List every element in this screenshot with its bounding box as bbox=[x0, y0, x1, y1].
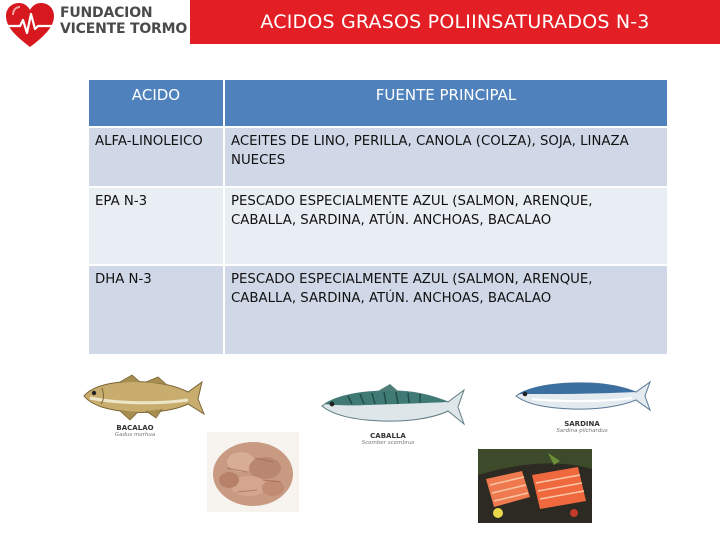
foundation-logo bbox=[0, 0, 190, 44]
bacalao-caption bbox=[108, 424, 162, 438]
caballa-name: CABALLA bbox=[370, 432, 406, 440]
table-row bbox=[88, 187, 668, 265]
acid-source: PESCADO ESPECIALMENTE AZUL (SALMON, ARENQUE, CABALLA, SARDINA, ATÚN. ANCHOAS, BACALAO bbox=[224, 187, 668, 265]
sardina-caption bbox=[550, 420, 614, 434]
caballa-caption bbox=[356, 432, 420, 446]
logo-line-1: FUNDACION bbox=[60, 5, 153, 21]
logo-line-2: VICENTE TORMO bbox=[60, 21, 188, 37]
sardina-sci-name: Sardina pilchardus bbox=[556, 428, 608, 434]
header-acido: ACIDO bbox=[88, 79, 224, 127]
table-row bbox=[88, 127, 668, 187]
acid-source: PESCADO ESPECIALMENTE AZUL (SALMON, ARENQUE, CABALLA, SARDINA, ATÚN. ANCHOAS, BACALAO bbox=[224, 265, 668, 355]
acids-table bbox=[87, 78, 669, 356]
heart-ecg-icon bbox=[4, 2, 56, 50]
acid-name: DHA N-3 bbox=[88, 265, 224, 355]
title-bar bbox=[190, 0, 720, 44]
acid-name: EPA N-3 bbox=[88, 187, 224, 265]
table-header-row bbox=[88, 79, 668, 127]
salmon-fillet-image bbox=[478, 449, 592, 523]
bacalao-name: BACALAO bbox=[116, 424, 154, 432]
page-title: ACIDOS GRASOS POLIINSATURADOS N-3 bbox=[260, 11, 650, 33]
tuna-flakes-image bbox=[207, 432, 299, 512]
table-row bbox=[88, 265, 668, 355]
sardina-fish-image bbox=[512, 372, 652, 420]
bacalao-fish-image bbox=[80, 374, 208, 424]
bacalao-sci-name: Gadus morhua bbox=[114, 432, 156, 438]
acid-name: ALFA-LINOLEICO bbox=[88, 127, 224, 187]
acid-source: ACEITES DE LINO, PERILLA, CANOLA (COLZA), SOJA, LINAZA NUECES bbox=[224, 127, 668, 187]
sardina-name: SARDINA bbox=[564, 420, 600, 428]
logo-wordmark bbox=[60, 5, 187, 37]
caballa-sci-name: Scomber scombrus bbox=[361, 440, 415, 446]
header-fuente-principal: FUENTE PRINCIPAL bbox=[224, 79, 668, 127]
caballa-fish-image bbox=[318, 380, 468, 432]
